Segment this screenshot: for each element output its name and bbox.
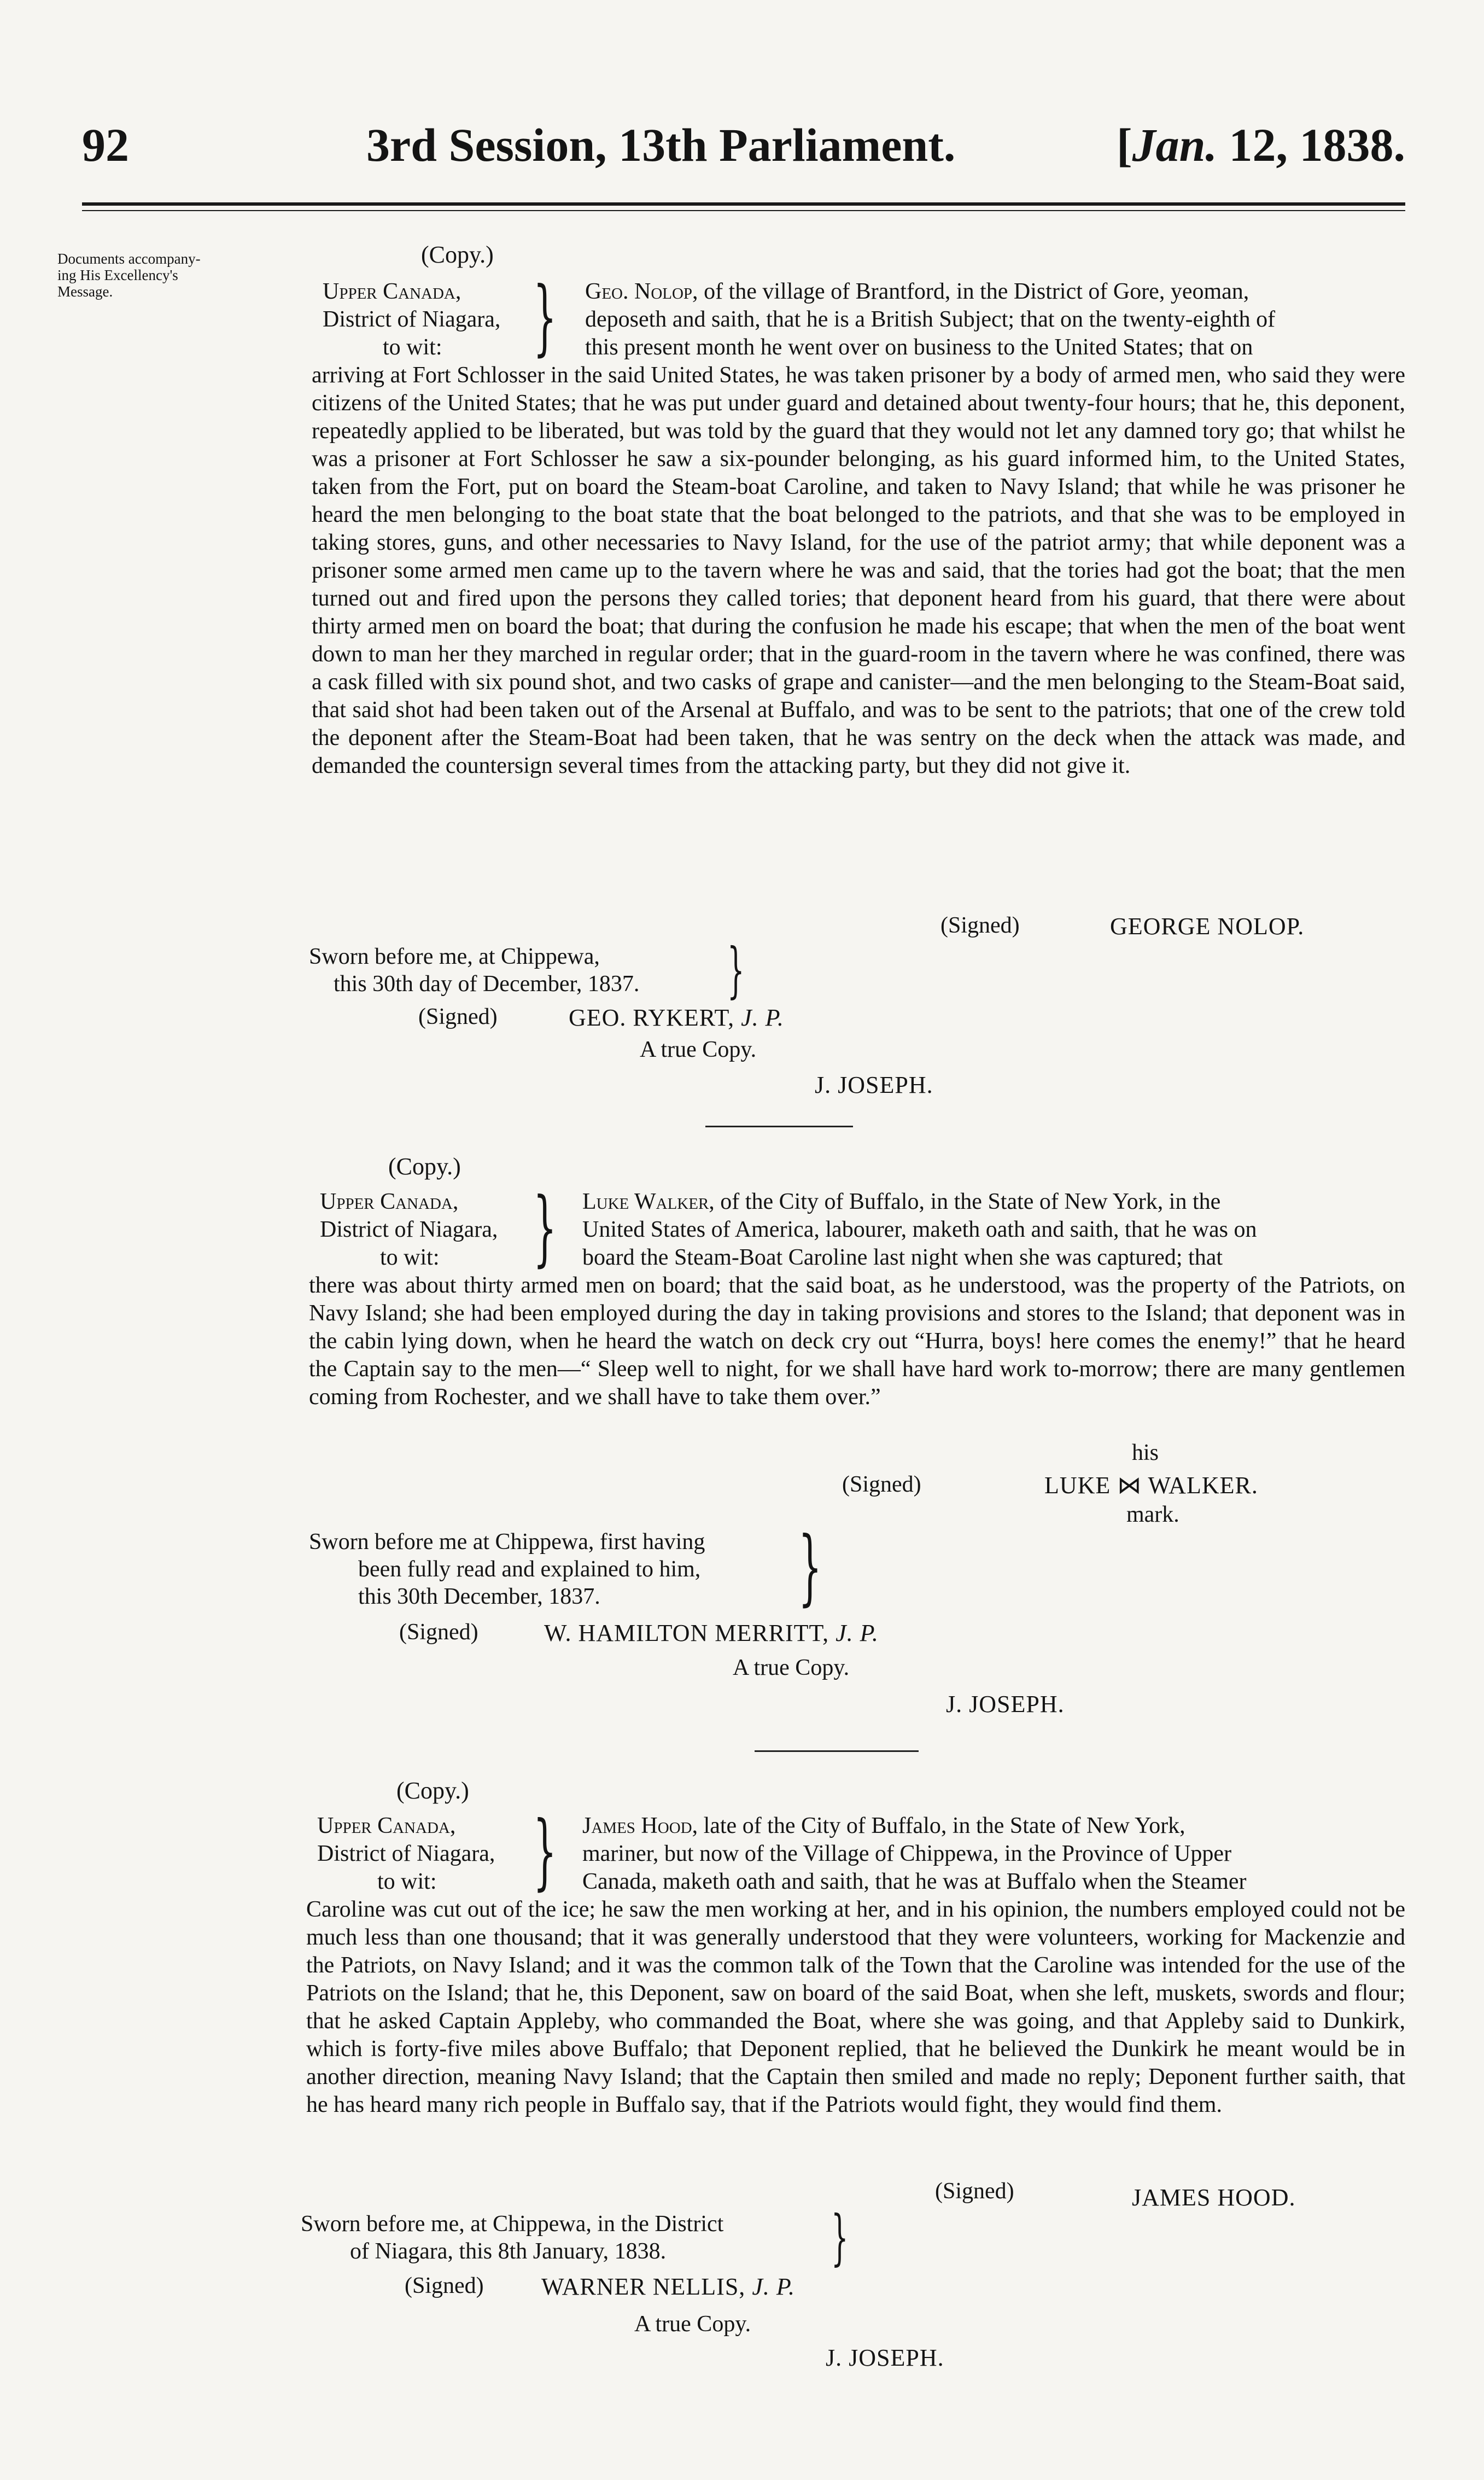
jp-name: W. HAMILTON MERRITT, — [544, 1620, 829, 1646]
jp-title: J. P. — [741, 1004, 784, 1031]
deponent-name: Luke Walker, — [582, 1189, 715, 1214]
sworn-line: been fully read and explained to him, — [358, 1557, 701, 1582]
margin-note-line: Message. — [57, 283, 113, 300]
deponent-name: James Hood, — [582, 1813, 698, 1838]
deposition-head — [582, 1812, 1405, 1896]
jp-name: WARNER NELLIS, — [541, 2273, 746, 2300]
brace-glyph: } — [533, 1804, 557, 1899]
venue-block — [317, 1812, 547, 1896]
signed-label: (Signed) — [940, 913, 1020, 938]
head-line: mariner, but now of the Village of Chippewa, in the Province of Upper — [582, 1841, 1232, 1866]
head-line — [582, 1188, 1405, 1216]
mark-his: his — [1132, 1440, 1159, 1465]
date-bracket: [ — [1117, 119, 1132, 171]
head-line-text: of the City of Buffalo, in the State of New York, in the — [720, 1189, 1221, 1214]
margin-note-line: Documents accompany- — [57, 251, 201, 267]
head-line — [585, 278, 1405, 306]
date-month: Jan. — [1132, 119, 1217, 171]
deposition-head — [585, 278, 1405, 362]
brace-glyph: } — [533, 1180, 557, 1276]
sworn-line: Sworn before me at Chippewa, first having — [309, 1529, 705, 1555]
copy-label: (Copy.) — [421, 241, 494, 268]
head-line-text: late of the City of Buffalo, in the State of New York, — [703, 1813, 1185, 1838]
margin-note-line: ing His Excellency's — [57, 267, 178, 283]
venue-to-wit: to wit: — [383, 335, 442, 360]
signed-label: (Signed) — [842, 1472, 921, 1497]
jp-title: J. P. — [836, 1620, 879, 1646]
venue-province: Upper Canada, — [323, 279, 461, 304]
head-line-text: of the village of Brantford, in the District of Gore, yeoman, — [704, 279, 1249, 304]
copy-label: (Copy.) — [388, 1153, 461, 1180]
header-date — [1117, 118, 1405, 172]
deposition-body: Caroline was cut out of the ice; he saw the men working at her, and in his opinion, the numbers employed could not be much less than one thousand; that it was generally understood that they were volunteers, working for Mackenzie and the Patriots, on Navy Island; and it was the common talk of the Town that the Caroline was intended for the use of the Patriots on the Island; that he, this Deponent, saw on board of the said Boat, when she left, muskets, swords and flour; that he asked Captain Appleby, who commanded the Boat, where she was going, and that Appleby said to Dunkirk, which is forty-five miles above Buffalo; that Deponent replied, that he believed the Dunkirk he meant would be in another direction, meaning Navy Island; that the Captain then smiled and made no reply; Deponent further saith, that he has heard many rich people in Buffalo say, that if the Patriots would fight, they would find them. — [306, 1897, 1405, 2117]
deponent-name: Geo. Nolop, — [585, 279, 698, 304]
sworn-line: Sworn before me, at Chippewa, in the District — [301, 2211, 724, 2237]
jp-signed-label: (Signed) — [399, 1620, 478, 1645]
copy-label: (Copy.) — [396, 1777, 469, 1804]
header-rule-thin — [82, 210, 1405, 211]
venue-to-wit: to wit: — [380, 1245, 440, 1270]
brace-glyph: } — [533, 270, 557, 365]
sworn-line: this 30th December, 1837. — [358, 1584, 600, 1609]
head-line: board the Steam-Boat Caroline last night when she was captured; that — [582, 1245, 1223, 1270]
true-copy: A true Copy. — [640, 1037, 757, 1062]
sworn-line: Sworn before me, at Chippewa, — [309, 944, 600, 969]
signatory-name: GEORGE NOLOP. — [1110, 913, 1305, 940]
brace-glyph: } — [831, 2202, 849, 2272]
deposition-body: arriving at Fort Schlosser in the said United States, he was taken prisoner by a body of armed men, who said they were citizens of the United States; that he was put under guard and detained about twenty-four hours; that he, this deponent, repeatedly applied to be liberated, but was told by the guard that they would not let any damned tory go; that whilst he was a prisoner at Fort Schlosser he saw a six-pounder belonging, as his guard informed him, to the United States, taken from the Fort, put on board the Steam-boat Caroline, and taken to Navy Island; that while he was prisoner he heard the men belonging to the boat state that the boat belonged to the patriots, and that she was to be employed in taking stores, guns, and other necessaries to Navy Island, for the use of the patriot army; that while deponent was a prisoner some armed men came up to the tavern where he was and said, that the tories had got the boat; that the men turned out and fired upon the persons they called tories; that deponent heard from his guard, that there were about thirty armed men on board the boat; that during the confusion he made his escape; that when the men of the boat went down to man her they marched in regular order; that in the guard-room in the tavern where he was confined, there was a cask filled with six pound shot, and two casks of grape and canister—and the men belonging to the Steam-Boat said, that said shot had been taken out of the Arsenal at Buffalo, and was to be sent to the patriots; that one of the crew told the deponent after the Steam-Boat had been taken, that he was sentry on the deck when the attack was made, and demanded the countersign several times from the attacking party, but they did not give it. — [312, 363, 1405, 778]
running-header — [82, 118, 1405, 183]
jp-name-line — [569, 1004, 784, 1032]
section-divider — [755, 1750, 919, 1752]
venue-province: Upper Canada, — [317, 1813, 456, 1838]
jp-name-line — [544, 1619, 879, 1647]
sworn-line: of Niagara, this 8th January, 1838. — [350, 2239, 667, 2264]
true-copy: A true Copy. — [733, 1655, 850, 1680]
certifier: J. JOSEPH. — [815, 1072, 933, 1098]
head-line: this present month he went over on business to the United States; that on — [585, 335, 1253, 360]
header-rule-thick — [82, 202, 1405, 206]
head-line: Canada, maketh oath and saith, that he was at Buffalo when the Steamer — [582, 1869, 1247, 1894]
sworn-line: this 30th day of December, 1837. — [334, 971, 640, 997]
signatory-name: JAMES HOOD. — [1132, 2184, 1296, 2211]
margin-note — [57, 251, 314, 300]
venue-block — [320, 1188, 550, 1272]
brace-glyph: } — [798, 1520, 822, 1615]
signed-label: (Signed) — [935, 2179, 1014, 2204]
mark-label: mark. — [1126, 1502, 1179, 1527]
jp-title: J. P. — [752, 2273, 796, 2300]
jp-signed-label: (Signed) — [418, 1004, 498, 1029]
deposition-head — [582, 1188, 1405, 1272]
venue-district: District of Niagara, — [323, 307, 501, 332]
deposition-body: there was about thirty armed men on board; that the said boat, as he understood, was the property of the Patriots, on Navy Island; she had been employed during the day in taking provisions and stores to the Island; that deponent was in the cabin lying down, when he heard the watch on deck cry out “Hurra, boys! here comes the enemy!” that he heard the Captain say to the men—“ Sleep well to night, for we shall have hard work to-morrow; there are many gentlemen coming from Rochester, and we shall have to take them over.” — [309, 1273, 1405, 1410]
jp-name-line — [541, 2273, 795, 2301]
venue-province: Upper Canada, — [320, 1189, 459, 1214]
section-divider — [705, 1126, 853, 1127]
page-title: 3rd Session, 13th Parliament. — [366, 119, 956, 171]
date-rest: 12, 1838. — [1229, 119, 1405, 171]
head-line: United States of America, labourer, maketh oath and saith, that he was on — [582, 1217, 1257, 1242]
page-number: 92 — [82, 119, 129, 171]
true-copy: A true Copy. — [634, 2312, 751, 2337]
jp-signed-label: (Signed) — [405, 2273, 484, 2298]
certifier: J. JOSEPH. — [826, 2344, 944, 2371]
certifier: J. JOSEPH. — [946, 1691, 1065, 1718]
head-line — [582, 1812, 1405, 1840]
venue-district: District of Niagara, — [317, 1841, 495, 1866]
jp-name: GEO. RYKERT, — [569, 1004, 735, 1031]
venue-to-wit: to wit: — [377, 1869, 437, 1894]
head-line: deposeth and saith, that he is a British Subject; that on the twenty-eighth of — [585, 307, 1276, 332]
brace-glyph: } — [727, 935, 745, 1005]
venue-block — [323, 278, 552, 362]
signatory-name: LUKE ⋈ WALKER. — [1044, 1472, 1258, 1499]
venue-district: District of Niagara, — [320, 1217, 498, 1242]
